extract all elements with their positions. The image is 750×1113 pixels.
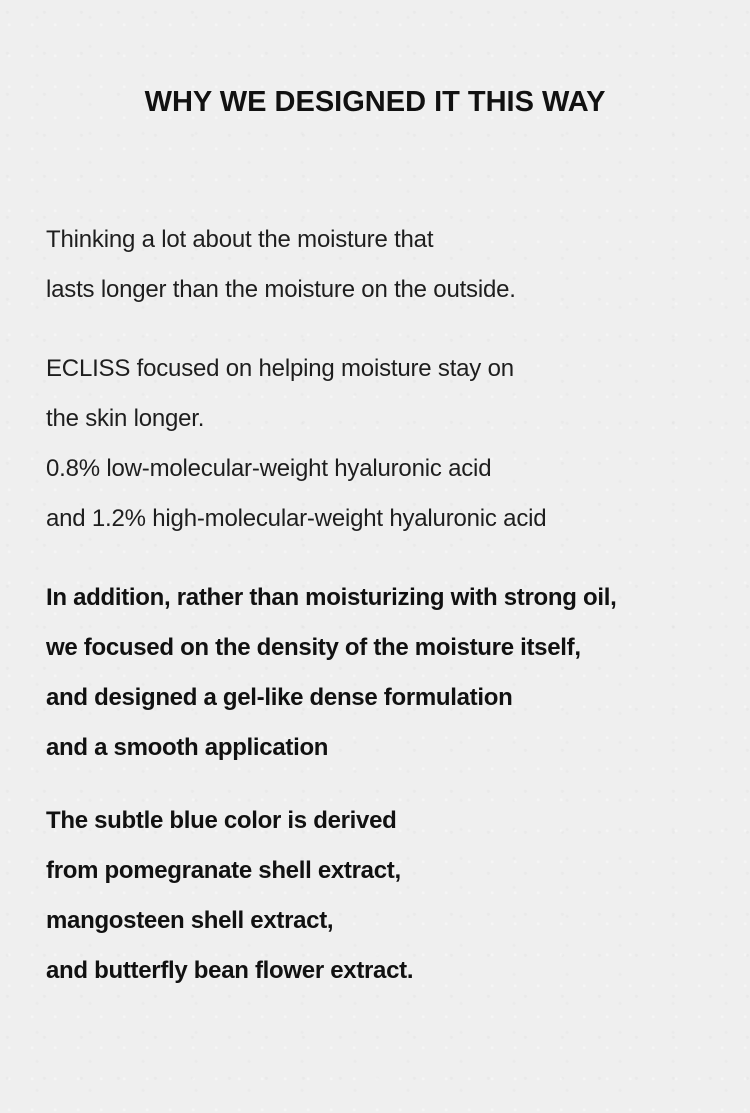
text-line: the skin longer. [46, 405, 205, 432]
text-line: mangosteen shell extract, [46, 907, 334, 934]
text-line: The subtle blue color is derived [46, 807, 397, 834]
text-line: In addition, rather than moisturizing with strong oil, [46, 584, 617, 611]
page-title: WHY WE DESIGNED IT THIS WAY [144, 86, 606, 118]
text-line: from pomegranate shell extract, [46, 857, 401, 884]
text-line: and butterfly bean flower extract. [46, 957, 414, 984]
text-line: Thinking a lot about the moisture that [46, 226, 434, 253]
text-line: and 1.2% high-molecular-weight hyaluronic acid [46, 505, 547, 532]
paragraph-intro [46, 215, 726, 315]
paragraph-color [46, 796, 726, 996]
text-line: ECLISS focused on helping moisture stay on [46, 355, 514, 382]
text-line: we focused on the density of the moisture itself, [46, 634, 581, 661]
text-line: 0.8% low-molecular-weight hyaluronic acid [46, 455, 492, 482]
text-line: and a smooth application [46, 734, 329, 761]
paragraph-formulation [46, 573, 726, 773]
text-line: and designed a gel-like dense formulation [46, 684, 513, 711]
text-line: lasts longer than the moisture on the outside. [46, 276, 516, 303]
paragraph-hyaluronic [46, 344, 726, 544]
